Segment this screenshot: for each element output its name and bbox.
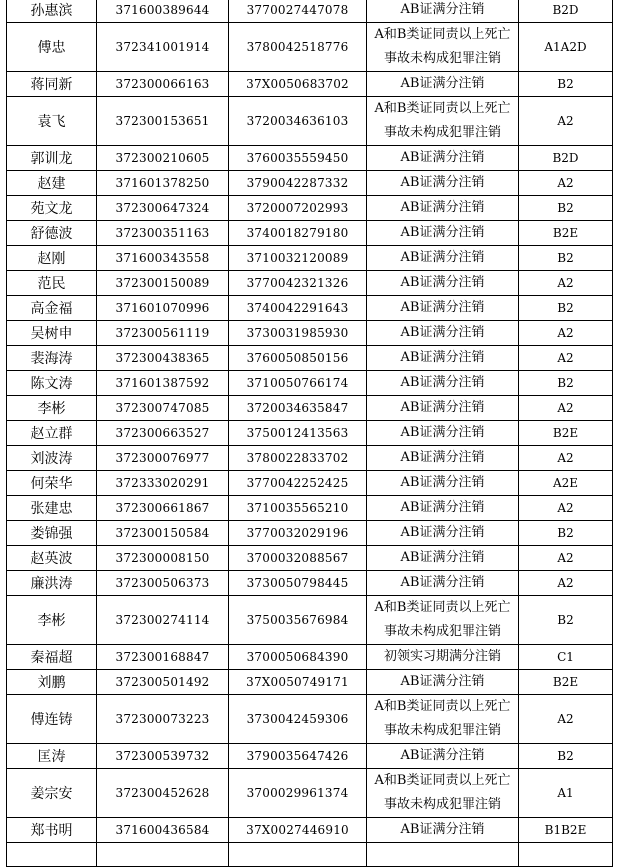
reason-line: A和B类证同责以上死亡	[374, 101, 511, 116]
reason-line: AB证满分注销	[400, 150, 485, 165]
reason-line: AB证满分注销	[400, 76, 485, 91]
license-class-cell: A2	[519, 571, 613, 596]
id-number-cell: 372300561119	[97, 321, 229, 346]
license-class-cell: B2	[519, 596, 613, 645]
name-cell: 蒋同新	[7, 72, 97, 97]
reason-cell	[367, 346, 519, 371]
license-class-cell: B2	[519, 521, 613, 546]
table-body	[7, 0, 613, 867]
id-number-cell: 372300661867	[97, 496, 229, 521]
reason-line: AB证满分注销	[400, 425, 485, 440]
reason-cell	[367, 246, 519, 271]
table-row	[7, 769, 613, 818]
id-number-cell: 372300274114	[97, 596, 229, 645]
id-number-cell: 372300008150	[97, 546, 229, 571]
license-number-cell: 3750035676984	[229, 596, 367, 645]
license-number-cell: 3730050798445	[229, 571, 367, 596]
license-class-cell: B2E	[519, 421, 613, 446]
name-cell: 刘波涛	[7, 446, 97, 471]
reason-line: AB证满分注销	[400, 500, 485, 515]
name-cell: 傅连铸	[7, 695, 97, 744]
name-cell: 张建忠	[7, 496, 97, 521]
reason-cell	[367, 744, 519, 769]
reason-cell	[367, 769, 519, 818]
table-row	[7, 446, 613, 471]
reason-line: A和B类证同责以上死亡	[374, 699, 511, 714]
name-cell: 娄锦强	[7, 521, 97, 546]
reason-line: A和B类证同责以上死亡	[374, 27, 511, 42]
license-number-cell: 3720007202993	[229, 196, 367, 221]
reason-line: 事故未构成犯罪注销	[383, 624, 501, 639]
license-class-cell: A2	[519, 496, 613, 521]
license-class-cell: A2	[519, 546, 613, 571]
name-cell: 孙惠滨	[7, 0, 97, 23]
reason-line: AB证满分注销	[400, 375, 485, 390]
id-number-cell: 372300150584	[97, 521, 229, 546]
table-row	[7, 521, 613, 546]
table-row	[7, 0, 613, 23]
reason-cell	[367, 496, 519, 521]
table-row	[7, 221, 613, 246]
table-row	[7, 321, 613, 346]
reason-line: 事故未构成犯罪注销	[383, 723, 501, 738]
name-cell: 秦福超	[7, 645, 97, 670]
reason-cell	[367, 446, 519, 471]
license-class-cell: A2E	[519, 471, 613, 496]
license-class-cell: B2	[519, 744, 613, 769]
reason-line: AB证满分注销	[400, 275, 485, 290]
license-class-cell: B2	[519, 296, 613, 321]
reason-line: AB证满分注销	[400, 2, 485, 17]
id-number-cell: 372300150089	[97, 271, 229, 296]
reason-line: AB证满分注销	[400, 400, 485, 415]
id-number-cell: 372300747085	[97, 396, 229, 421]
id-number-cell: 371600436584	[97, 818, 229, 843]
reason-line: 事故未构成犯罪注销	[383, 51, 501, 66]
license-class-cell: B2	[519, 371, 613, 396]
name-cell: 李彬	[7, 596, 97, 645]
reason-cell	[367, 670, 519, 695]
reason-line: AB证满分注销	[400, 475, 485, 490]
license-number-cell: 3700032088567	[229, 546, 367, 571]
license-class-cell: B2	[519, 246, 613, 271]
license-number-cell: 3720034636103	[229, 97, 367, 146]
license-class-cell: B2E	[519, 221, 613, 246]
license-number-cell: 3740018279180	[229, 221, 367, 246]
name-cell: 郑书明	[7, 818, 97, 843]
name-cell: 陈文涛	[7, 371, 97, 396]
license-class-cell: B2	[519, 72, 613, 97]
license-class-cell: A2	[519, 446, 613, 471]
license-class-cell: B2D	[519, 0, 613, 23]
reason-cell	[367, 818, 519, 843]
license-class-cell: B2D	[519, 146, 613, 171]
reason-cell	[367, 97, 519, 146]
name-cell: 赵刚	[7, 246, 97, 271]
table-row	[7, 571, 613, 596]
reason-cell	[367, 321, 519, 346]
license-class-cell: A2	[519, 321, 613, 346]
license-number-cell: 3710035565210	[229, 496, 367, 521]
table-row	[7, 596, 613, 645]
table-row	[7, 546, 613, 571]
reason-cell	[367, 296, 519, 321]
license-class-cell: A2	[519, 346, 613, 371]
table-row	[7, 271, 613, 296]
reason-line: AB证满分注销	[400, 550, 485, 565]
reason-line: AB证满分注销	[400, 225, 485, 240]
revocation-table	[6, 0, 613, 867]
license-number-cell: 3700050684390	[229, 645, 367, 670]
id-number-cell: 372300438365	[97, 346, 229, 371]
reason-line: AB证满分注销	[400, 822, 485, 837]
reason-cell	[367, 23, 519, 72]
name-cell: 范民	[7, 271, 97, 296]
license-number-cell: 37X0050749171	[229, 670, 367, 695]
reason-line: 初领实习期满分注销	[383, 649, 501, 664]
reason-cell	[367, 546, 519, 571]
table-row	[7, 744, 613, 769]
reason-line: AB证满分注销	[400, 250, 485, 265]
license-class-cell: A2	[519, 695, 613, 744]
table-row	[7, 421, 613, 446]
reason-line: AB证满分注销	[400, 450, 485, 465]
id-number-cell: 372300501492	[97, 670, 229, 695]
id-number-cell: 371600389644	[97, 0, 229, 23]
reason-line: AB证满分注销	[400, 525, 485, 540]
license-number-cell: 37X0027446910	[229, 818, 367, 843]
table-row	[7, 171, 613, 196]
id-number-cell: 371601070996	[97, 296, 229, 321]
reason-cell	[367, 571, 519, 596]
table-row	[7, 346, 613, 371]
license-number-cell: 3710032120089	[229, 246, 367, 271]
license-class-cell: C1	[519, 645, 613, 670]
name-cell: 何荣华	[7, 471, 97, 496]
name-cell: 赵英波	[7, 546, 97, 571]
name-cell: 赵立群	[7, 421, 97, 446]
license-class-cell: B2	[519, 196, 613, 221]
reason-cell	[367, 596, 519, 645]
license-number-cell: 3720034635847	[229, 396, 367, 421]
id-number-cell: 372300168847	[97, 645, 229, 670]
license-number-cell: 3790035647426	[229, 744, 367, 769]
reason-cell	[367, 421, 519, 446]
license-number-cell: 3770042252425	[229, 471, 367, 496]
reason-cell	[367, 471, 519, 496]
table-row	[7, 146, 613, 171]
reason-cell	[367, 695, 519, 744]
name-cell: 苑文龙	[7, 196, 97, 221]
reason-cell	[367, 0, 519, 23]
id-number-cell: 372300066163	[97, 72, 229, 97]
name-cell: 廉洪涛	[7, 571, 97, 596]
name-cell: 高金福	[7, 296, 97, 321]
table-row	[7, 97, 613, 146]
reason-line: A和B类证同责以上死亡	[374, 773, 511, 788]
license-number-cell: 3730031985930	[229, 321, 367, 346]
reason-cell	[367, 371, 519, 396]
reason-line: AB证满分注销	[400, 350, 485, 365]
id-number-cell: 372300663527	[97, 421, 229, 446]
id-number-cell: 372300647324	[97, 196, 229, 221]
license-number-cell: 3710050766174	[229, 371, 367, 396]
table-row	[7, 471, 613, 496]
table-row	[7, 670, 613, 695]
name-cell: 匡涛	[7, 744, 97, 769]
reason-cell	[367, 271, 519, 296]
reason-cell	[367, 221, 519, 246]
reason-cell	[367, 146, 519, 171]
license-number-cell: 3770042321326	[229, 271, 367, 296]
reason-line: AB证满分注销	[400, 748, 485, 763]
license-number-cell: 3780022833702	[229, 446, 367, 471]
name-cell: 赵建	[7, 171, 97, 196]
reason-cell	[367, 196, 519, 221]
reason-cell	[367, 645, 519, 670]
table-row	[7, 371, 613, 396]
id-number-cell: 371601378250	[97, 171, 229, 196]
license-number-cell: 3790042287332	[229, 171, 367, 196]
license-number-cell: 3740042291643	[229, 296, 367, 321]
table-row	[7, 196, 613, 221]
license-number-cell: 3730042459306	[229, 695, 367, 744]
table-row	[7, 695, 613, 744]
reason-line: AB证满分注销	[400, 200, 485, 215]
license-number-cell: 3700029961374	[229, 769, 367, 818]
license-class-cell: A2	[519, 396, 613, 421]
name-cell: 傅忠	[7, 23, 97, 72]
table-row	[7, 645, 613, 670]
reason-line: 事故未构成犯罪注销	[383, 797, 501, 812]
table-row	[7, 396, 613, 421]
reason-cell	[367, 396, 519, 421]
license-number-cell: 3770032029196	[229, 521, 367, 546]
table-row	[7, 818, 613, 843]
id-number-cell: 371600343558	[97, 246, 229, 271]
reason-line: AB证满分注销	[400, 575, 485, 590]
id-number-cell: 372300351163	[97, 221, 229, 246]
table-row	[7, 296, 613, 321]
reason-line: AB证满分注销	[400, 175, 485, 190]
license-number-cell: 3760050850156	[229, 346, 367, 371]
table-row	[7, 23, 613, 72]
license-class-cell: B2E	[519, 670, 613, 695]
reason-line: A和B类证同责以上死亡	[374, 600, 511, 615]
license-class-cell: A2	[519, 271, 613, 296]
name-cell: 袁飞	[7, 97, 97, 146]
id-number-cell: 372333020291	[97, 471, 229, 496]
name-cell: 李彬	[7, 396, 97, 421]
license-number-cell: 3770027447078	[229, 0, 367, 23]
reason-line: AB证满分注销	[400, 325, 485, 340]
reason-cell	[367, 521, 519, 546]
reason-cell	[367, 72, 519, 97]
id-number-cell: 372300506373	[97, 571, 229, 596]
id-number-cell: 372300153651	[97, 97, 229, 146]
reason-cell	[367, 171, 519, 196]
reason-line: AB证满分注销	[400, 674, 485, 689]
id-number-cell: 371601387592	[97, 371, 229, 396]
license-class-cell: B1B2E	[519, 818, 613, 843]
name-cell: 裴海涛	[7, 346, 97, 371]
id-number-cell: 372300076977	[97, 446, 229, 471]
name-cell: 郭训龙	[7, 146, 97, 171]
reason-line: AB证满分注销	[400, 300, 485, 315]
name-cell: 姜宗安	[7, 769, 97, 818]
table-row	[7, 496, 613, 521]
name-cell: 吴树申	[7, 321, 97, 346]
table-row	[7, 246, 613, 271]
license-number-cell: 3780042518776	[229, 23, 367, 72]
table-row	[7, 72, 613, 97]
name-cell: 刘鹏	[7, 670, 97, 695]
license-class-cell: A2	[519, 171, 613, 196]
id-number-cell: 372341001914	[97, 23, 229, 72]
license-class-cell: A1A2D	[519, 23, 613, 72]
id-number-cell: 372300210605	[97, 146, 229, 171]
license-number-cell: 3760035559450	[229, 146, 367, 171]
id-number-cell: 372300539732	[97, 744, 229, 769]
id-number-cell: 372300452628	[97, 769, 229, 818]
license-class-cell: A1	[519, 769, 613, 818]
name-cell: 舒德波	[7, 221, 97, 246]
license-class-cell: A2	[519, 97, 613, 146]
id-number-cell: 372300073223	[97, 695, 229, 744]
reason-line: 事故未构成犯罪注销	[383, 125, 501, 140]
license-number-cell: 37X0050683702	[229, 72, 367, 97]
license-number-cell: 3750012413563	[229, 421, 367, 446]
